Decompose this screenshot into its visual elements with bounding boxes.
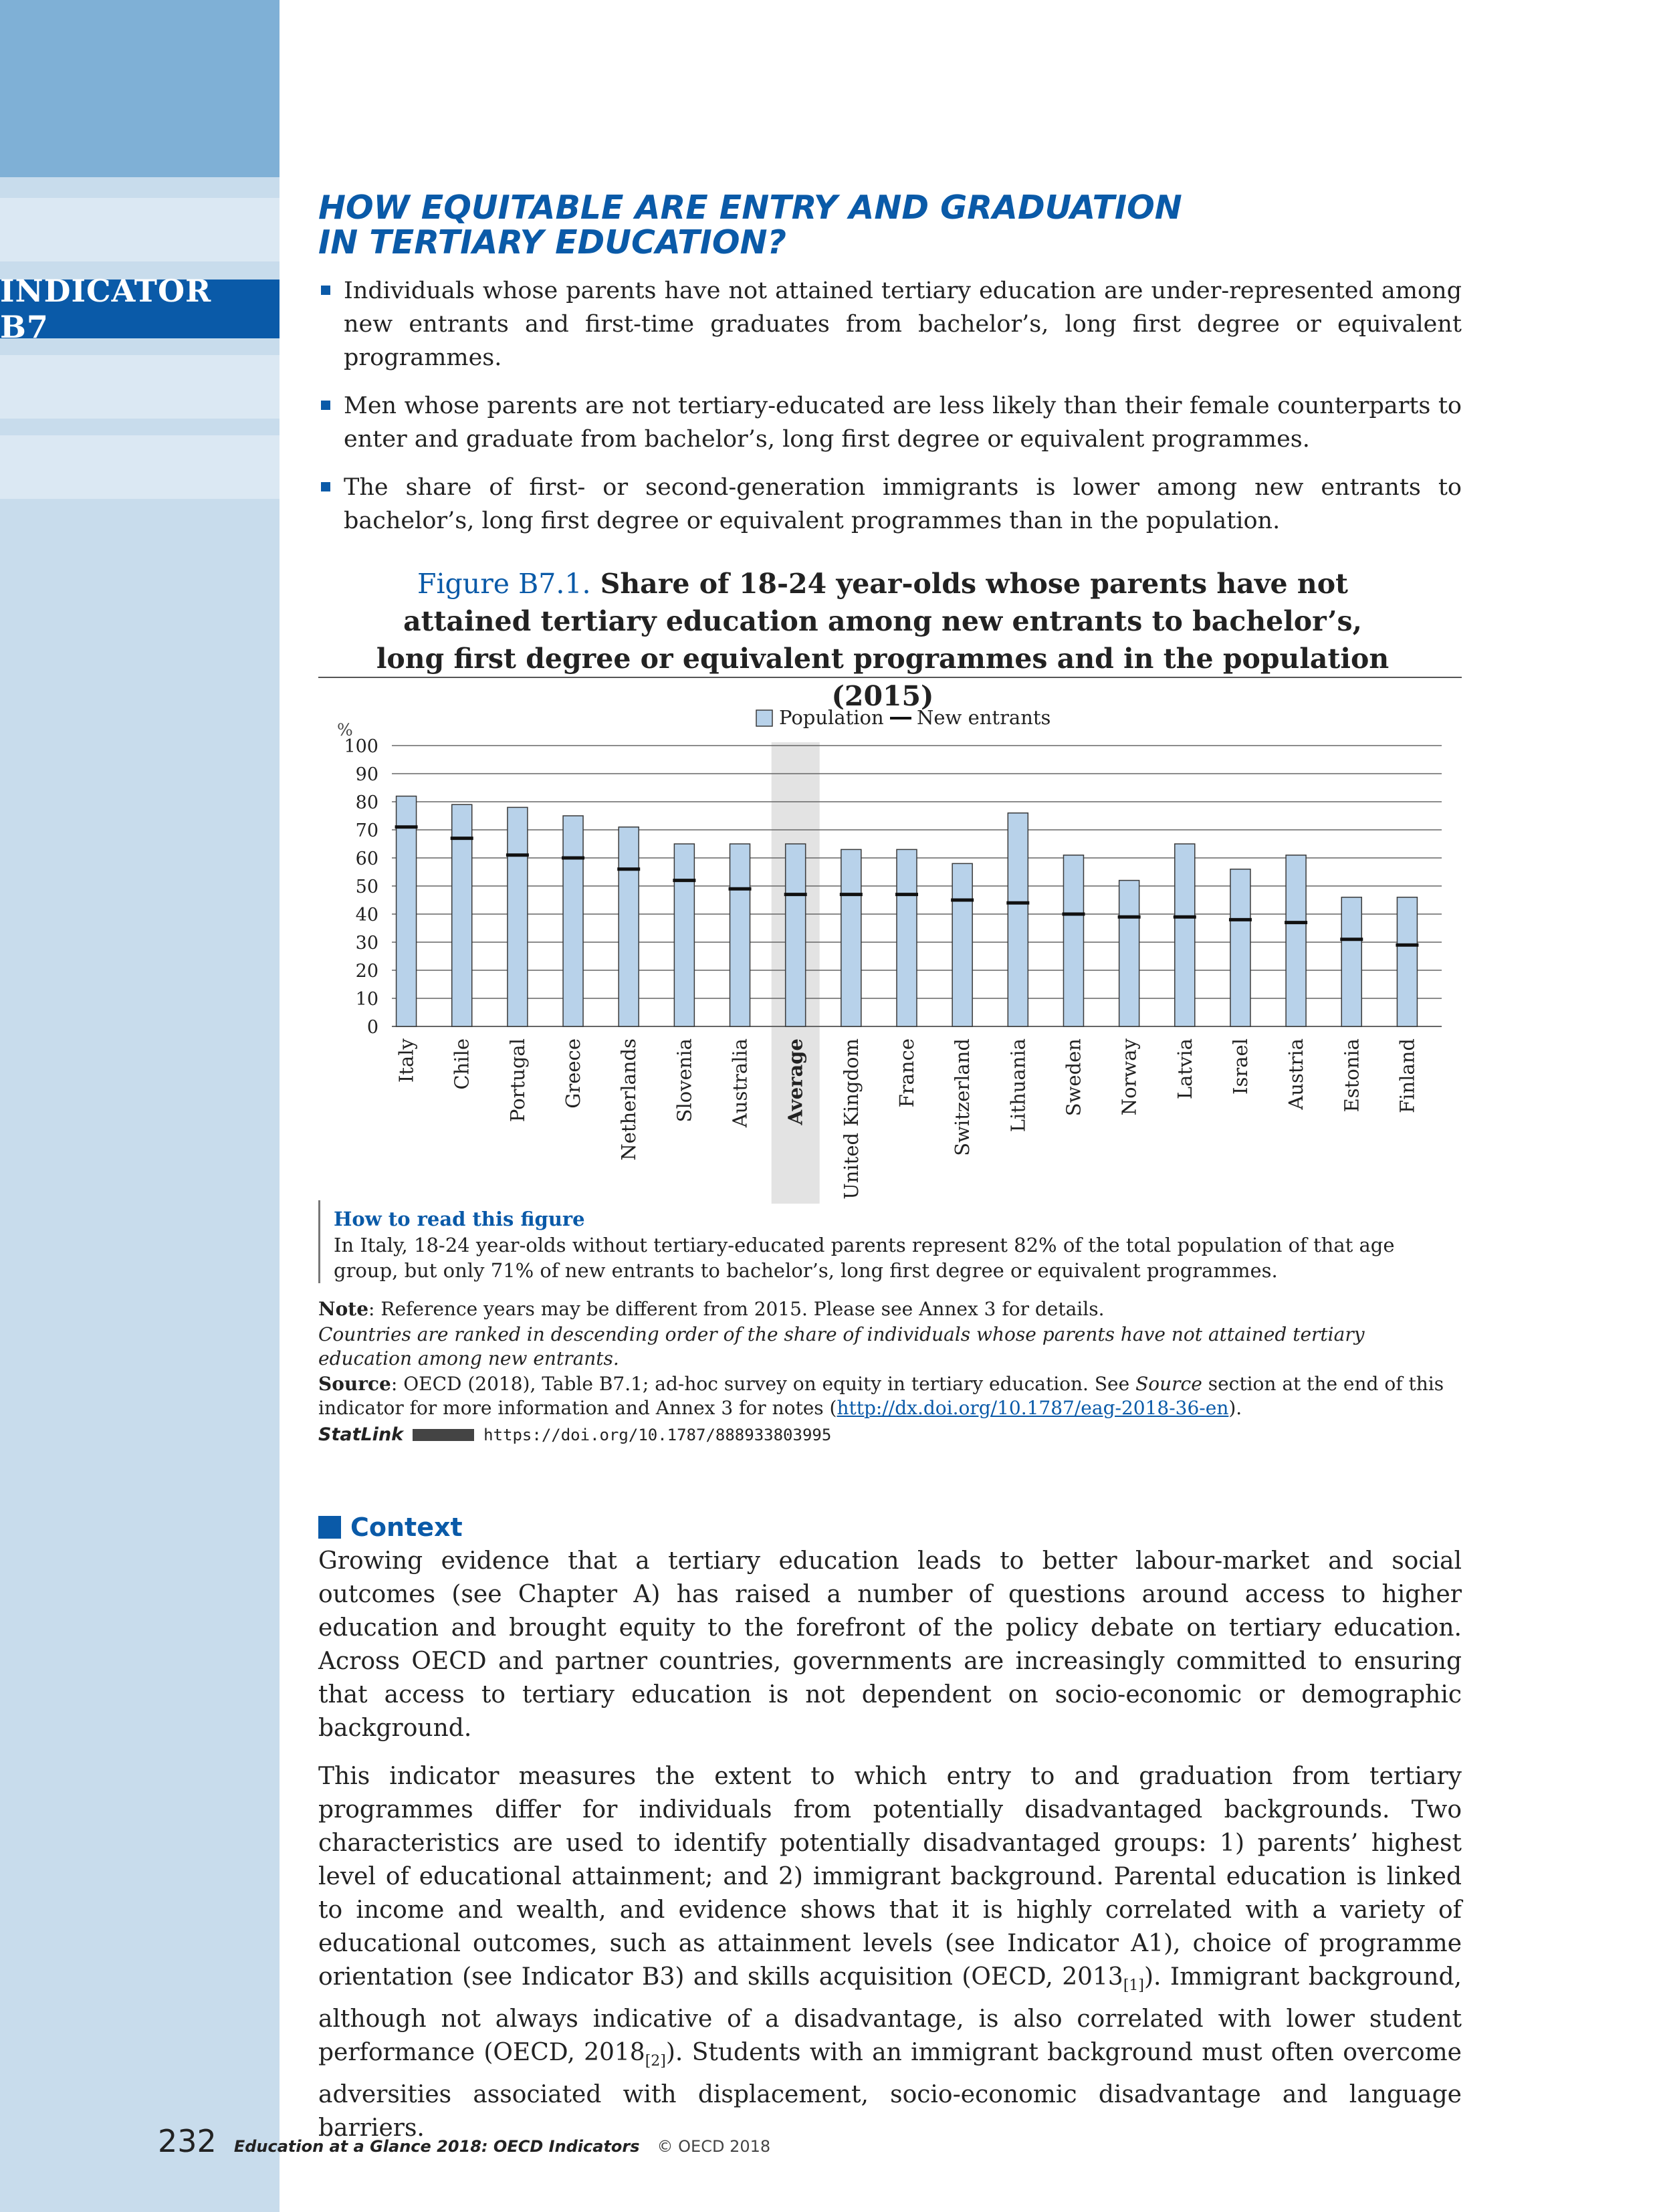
- bar-population: [619, 827, 639, 1026]
- statlink: [318, 1423, 1462, 1447]
- bar-population: [841, 849, 861, 1026]
- title-line-1: HOW EQUITABLE ARE ENTRY AND GRADUATION: [318, 189, 1182, 227]
- how-to-read-text: In Italy, 18-24 year-olds without tertiary-educated parents represent 82% of the total population of that age group, but only 71% of new entrants to bachelor’s, long first degree or equivalent programmes.: [334, 1234, 1395, 1282]
- source-text: ).: [1228, 1397, 1242, 1419]
- bar-population: [952, 863, 972, 1026]
- list-item: [318, 389, 1462, 456]
- x-tick-label: Norway: [1117, 1038, 1141, 1116]
- bar-population: [1397, 897, 1417, 1026]
- paragraph-text: This indicator measures the extent to which entry to and graduation from tertiary programmes differ for individuals from potentially disadvantaged backgrounds. Two characteristics are used to identify potentially disadvantaged groups: 1) parents’ highest level of educational attainment; and 2) immigrant background. Parental education is linked to income and wealth, and evidence shows that it is highly correlated with a variety of educational outcomes, such as attainment levels (see Indicator A1), choice of programme orientation (see Indicator B3) and skills acquisition (OECD, 2013: [318, 1763, 1462, 1991]
- x-tick-label: Austria: [1285, 1038, 1308, 1110]
- y-tick-label: 30: [355, 933, 378, 954]
- bar-population: [730, 844, 750, 1026]
- x-tick-label: Netherlands: [617, 1038, 641, 1161]
- bar-population: [1119, 881, 1139, 1026]
- statlink-url[interactable]: https://doi.org/10.1787/888933803995: [483, 1426, 832, 1444]
- source-italic: Source: [1135, 1373, 1202, 1395]
- y-tick-label: 40: [355, 905, 378, 925]
- source-line: [318, 1372, 1462, 1420]
- x-tick-label: Greece: [562, 1038, 585, 1109]
- figure-label: Figure B7.1.: [417, 568, 591, 600]
- statlink-label: StatLink: [318, 1424, 404, 1445]
- book-title: Education at a Glance 2018: OECD Indicators: [233, 2137, 640, 2156]
- paragraph-text: ). Immigrant background, although not always indicative of a disadvantage, is also correlated with lower student performance (OECD, 2018: [318, 1963, 1462, 2067]
- bar-population: [1341, 897, 1361, 1026]
- context-paragraph-1: Growing evidence that a tertiary education leads to better labour-market and social outcomes (see Chapter A) has raised a number of questions around access to higher education and brought equity to the forefront of the policy debate on tertiary education. Across OECD and partner countries, governments are increasingly committed to ensuring that access to tertiary education is not dependent on socio-economic or demographic background.: [318, 1547, 1462, 1742]
- page-footer: [158, 2123, 770, 2159]
- bar-population: [563, 816, 583, 1026]
- title-line-2: IN TERTIARY EDUCATION?: [318, 223, 786, 261]
- y-tick-label: 0: [366, 1017, 378, 1038]
- y-axis-label: %: [337, 720, 353, 740]
- x-tick-label: Estonia: [1340, 1038, 1363, 1113]
- x-tick-label: Australia: [728, 1038, 752, 1128]
- note-text: : Reference years may be different from 2015. Please see Annex 3 for details.: [368, 1298, 1105, 1320]
- y-tick-label: 50: [355, 877, 378, 897]
- page-title: [318, 191, 1455, 260]
- how-to-read-title: How to read this figure: [334, 1208, 585, 1230]
- bar-population: [508, 807, 528, 1026]
- x-tick-label: Italy: [395, 1038, 418, 1083]
- x-tick-label: Latvia: [1173, 1038, 1196, 1100]
- source-label: Source: [318, 1373, 391, 1395]
- bar-population: [1230, 869, 1250, 1026]
- bullet-text: Individuals whose parents have not attained tertiary education are under-represented among new entrants and first-time graduates from bachelor’s, long first degree or equivalent programmes.: [344, 278, 1462, 371]
- note-line: [318, 1297, 1462, 1321]
- indicator-label: INDICATOR B7: [0, 280, 280, 338]
- note-label: Note: [318, 1298, 369, 1320]
- x-tick-label: United Kingdom: [839, 1038, 863, 1200]
- y-tick-label: 70: [355, 820, 378, 841]
- bullet-square-icon: [321, 401, 330, 410]
- x-tick-label: Average: [784, 1038, 807, 1125]
- x-tick-label: Slovenia: [673, 1038, 696, 1123]
- bar-population: [1286, 855, 1306, 1026]
- figure-title-text: Share of 18-24 year-olds whose parents have not attained tertiary education among new entrants to bachelor’s, long first degree or equivalent programmes and in the population (2015): [376, 568, 1390, 712]
- list-item: [318, 471, 1462, 538]
- ranking-note: Countries are ranked in descending order of the share of individuals whose parents have not attained tertiary education among new entrants.: [318, 1323, 1365, 1369]
- sidebar-tab: [0, 198, 280, 261]
- copyright: © OECD 2018: [657, 2137, 771, 2156]
- y-tick-label: 90: [355, 764, 378, 785]
- reference-1: [1]: [1123, 1977, 1144, 1995]
- x-tick-label: Switzerland: [951, 1038, 974, 1156]
- bar-population: [1008, 813, 1028, 1026]
- page-number: 232: [158, 2123, 217, 2159]
- x-tick-label: Chile: [450, 1038, 473, 1090]
- legend-swatch-population: [756, 710, 772, 726]
- figure-title: [374, 565, 1391, 715]
- bar-population: [397, 796, 417, 1026]
- x-tick-label: Portugal: [506, 1038, 529, 1123]
- sidebar-tab: [0, 355, 280, 419]
- x-tick-label: Sweden: [1062, 1038, 1085, 1117]
- key-findings-list: [318, 274, 1462, 552]
- figure-divider: [318, 677, 1462, 678]
- y-tick-label: 10: [355, 989, 378, 1010]
- y-tick-label: 60: [355, 849, 378, 869]
- x-tick-label: Israel: [1228, 1038, 1252, 1095]
- chart: [318, 695, 1462, 1217]
- sidebar-top-block: [0, 0, 280, 177]
- y-tick-label: 100: [344, 736, 378, 757]
- legend-label-population: Population: [779, 706, 884, 729]
- x-tick-label: France: [895, 1038, 918, 1108]
- x-tick-label: Lithuania: [1006, 1038, 1030, 1133]
- source-text: section at the end of this indicator for more information and Annex 3 for notes (: [318, 1373, 1444, 1419]
- y-tick-label: 20: [355, 961, 378, 982]
- bullet-text: Men whose parents are not tertiary-educated are less likely than their female counterparts to enter and graduate from bachelor’s, long first degree or equivalent programmes.: [344, 393, 1462, 453]
- context-paragraph-2: [318, 1760, 1462, 2145]
- bar-population: [897, 849, 917, 1026]
- bar-population: [1175, 844, 1195, 1026]
- how-to-read-box: [318, 1200, 1462, 1283]
- bullet-text: The share of first- or second-generation immigrants is lower among new entrants to bachelor’s, long first degree or equivalent programmes than in the population.: [344, 474, 1462, 534]
- source-link[interactable]: http://dx.doi.org/10.1787/eag-2018-36-en: [837, 1397, 1229, 1419]
- context-heading: [318, 1513, 463, 1542]
- context-body: [318, 1545, 1462, 2160]
- context-heading-text: Context: [350, 1513, 463, 1542]
- figure-notes: [318, 1297, 1462, 1447]
- statlink-logo-icon: [413, 1429, 474, 1441]
- bar-population: [674, 844, 694, 1026]
- legend-label-new-entrants: New entrants: [917, 706, 1051, 729]
- y-tick-label: 80: [355, 792, 378, 813]
- bullet-square-icon: [321, 286, 330, 295]
- chart-svg: [318, 695, 1462, 1217]
- heading-square-icon: [318, 1516, 341, 1539]
- bar-population: [1063, 855, 1083, 1026]
- list-item: [318, 274, 1462, 374]
- reference-2: [2]: [645, 2053, 666, 2070]
- paragraph-text: ). Students with an immigrant background must often overcome adversities associated with displacement, socio-economic disadvantage and language barriers.: [318, 2039, 1462, 2142]
- x-tick-label: Finland: [1396, 1038, 1419, 1113]
- sidebar-tab: [0, 435, 280, 499]
- bullet-square-icon: [321, 482, 330, 491]
- source-text: : OECD (2018), Table B7.1; ad-hoc survey on equity in tertiary education. See: [391, 1373, 1136, 1395]
- bar-population: [786, 844, 806, 1026]
